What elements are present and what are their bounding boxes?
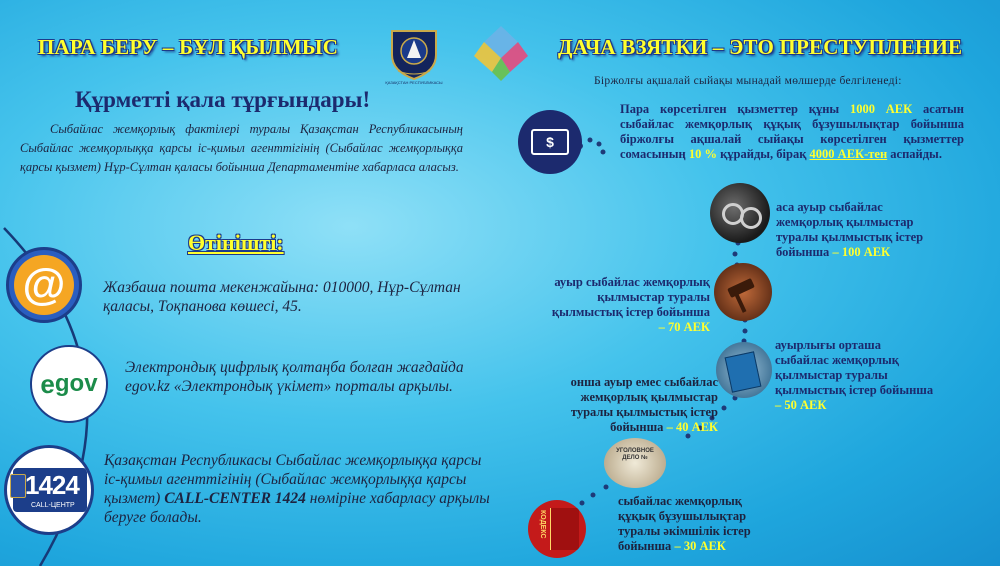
main-text-percent: 10 %	[688, 147, 717, 161]
call-center-logo	[4, 445, 94, 535]
code-book-label: КОДЕКС	[539, 510, 546, 539]
agency-emblem	[386, 25, 442, 81]
tier-30-label: сыбайлас жемқорлық құқық бұзушылықтар туралы әкімшілік істер бойынша	[618, 494, 751, 553]
tier-40-label: онша ауыр емес сыбайлас жемқорлық қылмыстар туралы қылмыстық істер бойынша	[570, 375, 718, 434]
applications-heading: Өтінішті:	[188, 230, 284, 255]
main-reward-text	[620, 102, 964, 162]
tier-70-amount: – 70 АЕК	[658, 320, 710, 334]
tier-50-amount: – 50 АЕК	[775, 398, 827, 412]
tier-40-amount: – 40 АЕК	[666, 420, 718, 434]
tier-70-text	[544, 275, 710, 335]
code-book-image	[528, 500, 586, 558]
case-folder-image	[604, 438, 666, 488]
title-russian: ДАЧА ВЗЯТКИ – ЭТО ПРЕСТУПЛЕНИЕ	[558, 35, 963, 59]
main-text-e: құрайды, бірақ	[716, 147, 810, 161]
egov-logo	[30, 345, 108, 423]
main-text-g: аспайды.	[887, 147, 942, 161]
tier-100-text	[776, 200, 946, 260]
gavel-image	[714, 263, 772, 321]
call-center-text	[104, 451, 496, 527]
tier-70-label: ауыр сыбайлас жемқорлық қылмыстар туралы қылмыстық істер бойынша	[551, 275, 710, 319]
reward-subtitle: Біржолғы ақшалай сыйақы мынадай мөлшерде белгіленеді:	[594, 75, 902, 87]
call-center-number-text: CALL-CENTER 1424	[164, 490, 306, 507]
tier-100-amount: – 100 АЕК	[832, 245, 891, 259]
main-text-c: асатын сыбайлас жемқорлық құқық бұзушылықтар бойынша біржолғы ақшалай сыйақы көрсетілген қызметтер сомасының	[620, 102, 964, 161]
money-icon: $	[518, 110, 582, 174]
handcuffs-image	[710, 183, 770, 243]
tier-30-amount: – 30 АЕК	[674, 539, 726, 553]
case-folder-label: УГОЛОВНОЕ ДЕЛО №	[616, 448, 654, 461]
egov-e-icon: e	[40, 368, 55, 399]
at-sign-icon: @	[6, 247, 82, 323]
tier-50-label: ауырлығы орташа сыбайлас жемқорлық қылмыстар туралы қылмыстық істер бойынша	[775, 338, 934, 397]
call-center-text-c: нөміріне хабарласу арқылы беруге болады.	[104, 490, 490, 526]
greeting-heading: Құрметті қала тұрғындары!	[75, 87, 371, 112]
main-text-1000: 1000 АЕК	[849, 102, 913, 116]
egov-text: Электрондық цифрлық қолтаңба болған жағдайда egov.kz «Электрондық үкімет» порталы арқылы.	[125, 359, 464, 395]
call-center-number: 1424	[25, 470, 79, 500]
call-center-caption: CALL-ЦЕНТР	[31, 502, 75, 509]
intro-text: Сыбайлас жемқорлық фактілері туралы Қазақстан Республикасының Сыбайлас жемқорлыққа қарсы іс-қимыл агенттігінің (Сыбайлас жемқорлыққа қарсы қызмет) Нұр-Сұлтан қаласы бойынша Департаментіне хабарласа аласыз.	[20, 122, 463, 174]
tier-100-label: аса ауыр сыбайлас жемқорлық қылмыстар туралы қылмыстық істер бойынша	[776, 200, 924, 259]
main-text-4000: 4000 АЕК-тен	[809, 147, 888, 161]
tier-30-text	[618, 494, 778, 554]
tier-40-text	[546, 375, 718, 435]
colorful-logo	[470, 24, 532, 82]
tier-50-text	[775, 338, 935, 413]
main-text-a: Пара көрсетілген қызметтер құны	[620, 102, 850, 116]
call-center-text-a: Қазақстан Республикасы Сыбайлас жемқорлыққа қарсы іс-қимыл агенттігінің (Сыбайлас жемқорлыққа қарсы қызмет)	[104, 452, 482, 507]
emblem-caption: ҚАЗАҚСТАН РЕСПУБЛИКАСЫ	[385, 80, 443, 85]
title-kazakh: ПАРА БЕРУ – БҰЛ ҚЫЛМЫС	[38, 35, 339, 59]
egov-logo-text: gov	[54, 370, 98, 397]
postal-address-text: Жазбаша пошта мекенжайына: 010000, Нұр-Сұлтан қаласы, Тоқпанова көшесі, 45.	[103, 279, 461, 315]
law-book-image	[716, 342, 772, 398]
